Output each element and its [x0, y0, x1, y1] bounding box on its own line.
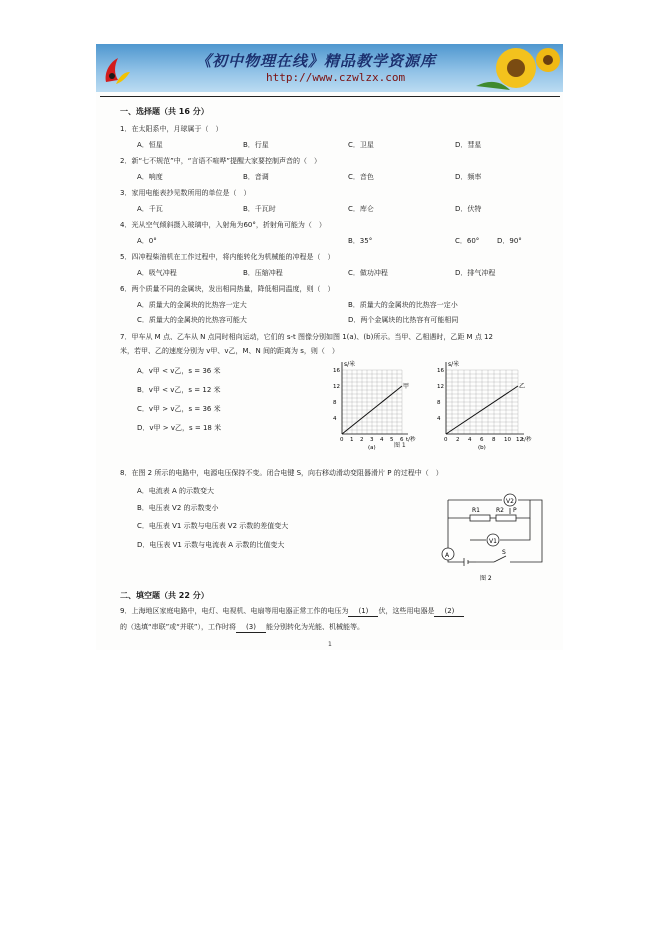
q2-option-d: D．频率	[455, 173, 482, 181]
graph-a	[333, 360, 416, 450]
q5-option-d: D．排气冲程	[455, 269, 496, 277]
resistor-r1-icon	[470, 515, 490, 521]
q3-option-d: D．伏特	[455, 205, 482, 213]
y-tick-label: 4	[437, 416, 441, 422]
graph-sub-label: (a)	[368, 445, 376, 450]
q3-option-a: A．千瓦	[137, 205, 163, 213]
figure-2-circuit-diagram	[430, 486, 548, 582]
q1-option-a: A．恒星	[137, 141, 163, 149]
q4-option-c: C．60°	[455, 237, 480, 245]
q9-text-c: 的（选填“串联”或“并联”），工作时将	[120, 623, 237, 631]
question-6-stem: 6．两个质量不同的金属块，发出相同热量，降低相同温度，则（ ）	[120, 285, 335, 293]
q9-text-b: 伏，这些用电器是	[378, 607, 435, 615]
question-9-line1	[120, 607, 464, 617]
q6-option-b: B．质量大的金属块的比热容一定小	[348, 301, 458, 309]
q5-option-b: B．压缩冲程	[243, 269, 283, 277]
q1-option-c: C．卫星	[348, 141, 374, 149]
x-axis-label: t/秒	[522, 437, 532, 443]
rheostat-r2-icon	[496, 515, 516, 521]
q4-option-a: A．0°	[137, 237, 157, 245]
q9-text-d: 能分别转化为光能、机械能等。	[266, 623, 365, 631]
q6-option-a: A．质量大的金属块的比热容一定大	[137, 301, 247, 309]
question-5-stem: 5．四冲程柴油机在工作过程中，将内能转化为机械能的冲程是（ ）	[120, 253, 335, 261]
y-axis-label: s/米	[448, 361, 460, 368]
q6-option-c: C．质量大的金属块的比热容可能大	[137, 316, 247, 324]
figure-2-caption: 图 2	[480, 575, 492, 582]
y-tick-label: 16	[437, 368, 444, 374]
q2-option-c: C．音色	[348, 173, 374, 181]
q8-option-b: B．电压表 V2 的示数变小	[137, 504, 219, 512]
q1-option-d: D．彗星	[455, 141, 482, 149]
switch-s-icon	[494, 556, 506, 562]
q8-option-a: A．电流表 A 的示数变大	[137, 487, 215, 495]
x-tick-label: 1	[350, 437, 354, 443]
x-tick-label: 0	[340, 437, 344, 443]
question-4-stem: 4．光从空气倾斜摄入玻璃中，入射角为60°，折射角可能为（ ）	[120, 221, 326, 229]
x-tick-label: 2	[360, 437, 364, 443]
q7-option-c: C．v甲 > v乙，s = 36 米	[137, 405, 221, 413]
x-tick-label: 4	[468, 437, 472, 443]
q9-blank-2: (2)	[434, 607, 464, 617]
x-tick-label: 8	[492, 437, 496, 443]
y-tick-label: 8	[333, 400, 337, 406]
site-logo-icon	[102, 54, 132, 86]
x-tick-label: 10	[504, 437, 511, 443]
series-label: 甲	[403, 383, 410, 390]
x-axis-label: t/秒	[406, 437, 416, 443]
q9-text-a: 9．上海地区家庭电路中，电灯、电视机、电扇等用电器正常工作的电压为	[120, 607, 349, 615]
x-tick-label: 4	[380, 437, 384, 443]
battery-icon	[464, 558, 476, 566]
x-tick-label: 6	[480, 437, 484, 443]
q7-option-d: D．v甲 > v乙，s = 18 米	[137, 424, 222, 432]
question-3-stem: 3．家用电能表抄见数所用的单位是（ ）	[120, 189, 251, 197]
question-8-stem: 8．在图 2 所示的电路中，电源电压保持不变。闭合电键 S，向右移动滑动变阻器滑片 P 的过程中（ ）	[120, 469, 443, 477]
question-2-stem: 2．新“七不规范”中，“言语不喧哗”提醒大家要控制声音的（ ）	[120, 157, 321, 165]
q3-option-c: C．库仑	[348, 205, 374, 213]
q9-blank-3: (3)	[236, 623, 266, 633]
y-tick-label: 8	[437, 400, 441, 406]
q3-option-b: B．千瓦时	[243, 205, 276, 213]
label-v2: V2	[506, 498, 514, 505]
q2-option-a: A．响度	[137, 173, 163, 181]
figure-1-caption: 图 1	[394, 442, 406, 449]
q1-option-b: B．行星	[243, 141, 269, 149]
label-v1: V1	[489, 538, 497, 545]
series-label: 乙	[519, 383, 526, 390]
q7-option-a: A．v甲 < v乙，s = 36 米	[137, 367, 221, 375]
q2-option-b: B．音调	[243, 173, 269, 181]
x-tick-label: 0	[444, 437, 448, 443]
y-tick-label: 12	[333, 384, 340, 390]
question-7-stem-line2: 米，若甲、乙的速度分别为 v甲、v乙，M、N 间的距离为 s，则（ ）	[120, 347, 339, 355]
y-tick-label: 12	[437, 384, 444, 390]
x-tick-label: 2	[456, 437, 460, 443]
label-s: S	[502, 549, 506, 556]
label-p: P	[513, 507, 517, 514]
label-r1: R1	[472, 507, 480, 514]
q5-option-a: A．吸气冲程	[137, 269, 177, 277]
x-tick-label: 12	[516, 437, 523, 443]
y-axis-label: s/米	[344, 361, 356, 368]
q6-option-d: D．两个金属块的比热容有可能相同	[348, 316, 459, 324]
question-1-stem: 1．在太阳系中，月球属于（ ）	[120, 125, 223, 133]
q9-blank-1: (1)	[348, 607, 378, 617]
label-a: A	[445, 552, 450, 559]
q8-option-c: C．电压表 V1 示数与电压表 V2 示数的差值变大	[137, 522, 289, 530]
banner-title: 《初中物理在线》精品教学资源库	[196, 52, 437, 70]
label-r2: R2	[496, 507, 504, 514]
graph-sub-label: (b)	[478, 445, 486, 450]
header-banner	[96, 44, 563, 92]
question-7-stem-line1: 7．甲车从 M 点、乙车从 N 点同时相向运动，它们的 s-t 图像分别如图 1(a)、(b)所示。当甲、乙相遇时，乙距 M 点 12	[120, 333, 493, 341]
question-9-line2	[120, 623, 364, 633]
section-title-choice: 一、选择题（共 16 分）	[120, 107, 209, 116]
q5-option-c: C．做功冲程	[348, 269, 388, 277]
sunflower-icon	[476, 46, 560, 90]
header-rule	[100, 96, 560, 97]
banner-url[interactable]: http://www.czwlzx.com	[266, 71, 406, 84]
section-title-fill: 二、填空题（共 22 分）	[120, 591, 209, 600]
q7-option-b: B．v甲 < v乙，s = 12 米	[137, 386, 221, 394]
page-number: 1	[328, 641, 332, 648]
graph-b	[437, 360, 532, 450]
q4-option-d: D．90°	[497, 237, 522, 245]
q8-option-d: D．电压表 V1 示数与电流表 A 示数的比值变大	[137, 541, 285, 549]
y-tick-label: 16	[333, 368, 340, 374]
x-tick-label: 6	[400, 437, 404, 443]
figure-1-st-graphs	[318, 358, 548, 450]
x-tick-label: 3	[370, 437, 374, 443]
q4-option-b: B．35°	[348, 237, 373, 245]
y-tick-label: 4	[333, 416, 337, 422]
x-tick-label: 5	[390, 437, 394, 443]
